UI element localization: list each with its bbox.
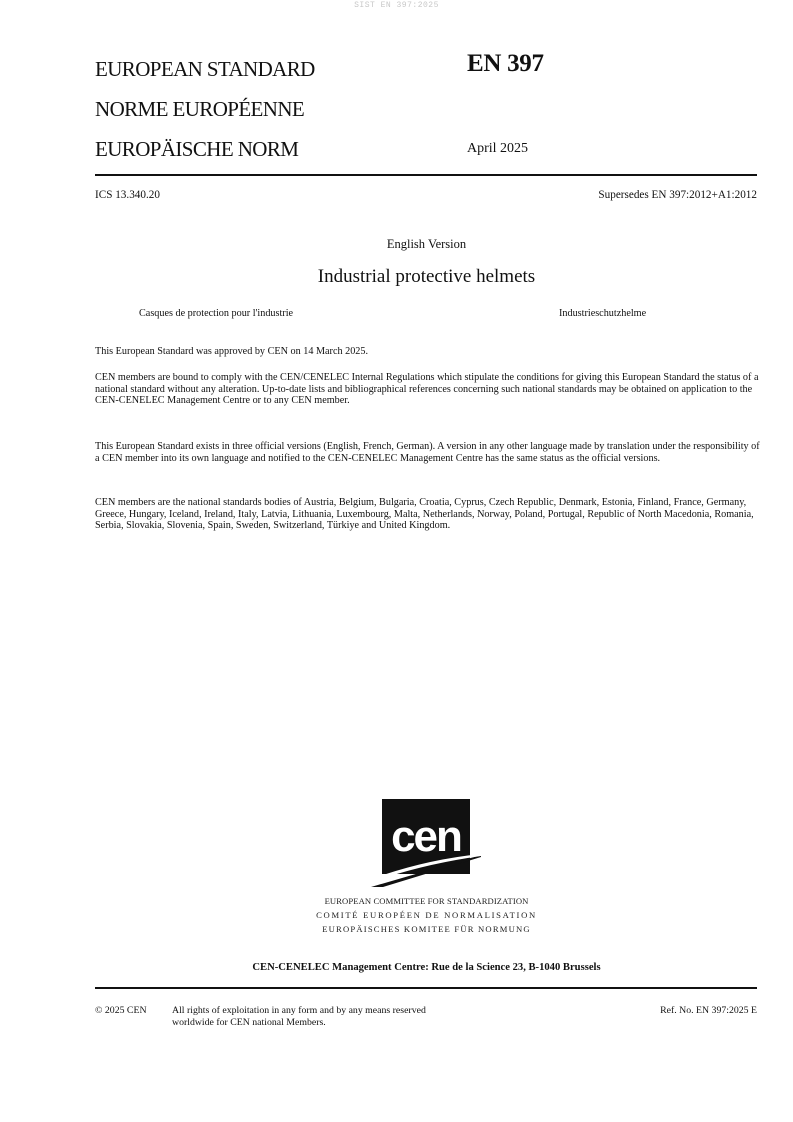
version-label: English Version bbox=[386, 237, 467, 251]
reference-number: Ref. No. EN 397:2025 E bbox=[660, 1005, 757, 1016]
title-german: Industrieschutzhelme bbox=[559, 308, 647, 319]
regulations-paragraph: CEN members are bound to comply with the CEN/CENELEC Internal Regulations which stipulate the conditions for giving this European Standard the status of a national standard without any alteration. Up-to-date lists and bibliographical references concerning such national standards may be obtained on application to the CEN-CENELEC Management Centre or to any CEN member. bbox=[95, 372, 759, 407]
committee-name-en: EUROPEAN COMMITTEE FOR STANDARDIZATION bbox=[324, 896, 529, 906]
ics-code: ICS 13.340.20 bbox=[95, 189, 160, 201]
copyright: © 2025 CEN bbox=[95, 1005, 147, 1016]
rights-notice bbox=[172, 1005, 426, 1029]
rights-line-1: All rights of exploitation in any form and by any means reserved bbox=[172, 1005, 426, 1016]
standard-title-de: EUROPÄISCHE NORM bbox=[95, 137, 299, 161]
cen-logo-icon bbox=[371, 799, 483, 891]
supersedes-note: Supersedes EN 397:2012+A1:2012 bbox=[598, 189, 757, 201]
title-french: Casques de protection pour l'industrie bbox=[139, 308, 294, 319]
rights-line-2: worldwide for CEN national Members. bbox=[172, 1017, 326, 1028]
watermark: SIST EN 397:2025 bbox=[354, 1, 439, 10]
document-title: Industrial protective helmets bbox=[317, 266, 536, 287]
committee-name-fr: COMITÉ EUROPÉEN DE NORMALISATION bbox=[316, 910, 537, 920]
approval-paragraph: This European Standard was approved by CEN on 14 March 2025. bbox=[95, 346, 369, 357]
header-divider bbox=[95, 174, 757, 176]
versions-paragraph: This European Standard exists in three official versions (English, French, German). A version in any other language made by translation under the responsibility of a CEN member into its own language and notified to the CEN-CENELEC Management Centre has the same status as the official versions. bbox=[95, 441, 760, 464]
standard-number: EN 397 bbox=[467, 50, 544, 77]
publication-date: April 2025 bbox=[467, 141, 529, 156]
members-paragraph: CEN members are the national standards bodies of Austria, Belgium, Bulgaria, Croatia, Cyprus, Czech Republic, Denmark, Estonia, Finland, France, Germany, Greece, Hungary, Iceland, Ireland, Italy, Latvia, Lithuania, Luxembourg, Malta, Netherlands, Norway, Poland, Portugal, Republic of North Macedonia, Romania, Serbia, Slovakia, Slovenia, Spain, Sweden, Switzerland, Türkiye and United Kingdom. bbox=[95, 497, 754, 532]
footer-divider bbox=[95, 987, 757, 989]
management-centre-address: CEN-CENELEC Management Centre: Rue de la Science 23, B-1040 Brussels bbox=[252, 962, 601, 973]
standard-title-fr: NORME EUROPÉENNE bbox=[95, 97, 305, 121]
committee-name-de: EUROPÄISCHES KOMITEE FÜR NORMUNG bbox=[322, 924, 531, 934]
cen-logo-text: cen bbox=[391, 812, 461, 861]
standard-title-en: EUROPEAN STANDARD bbox=[95, 57, 315, 81]
